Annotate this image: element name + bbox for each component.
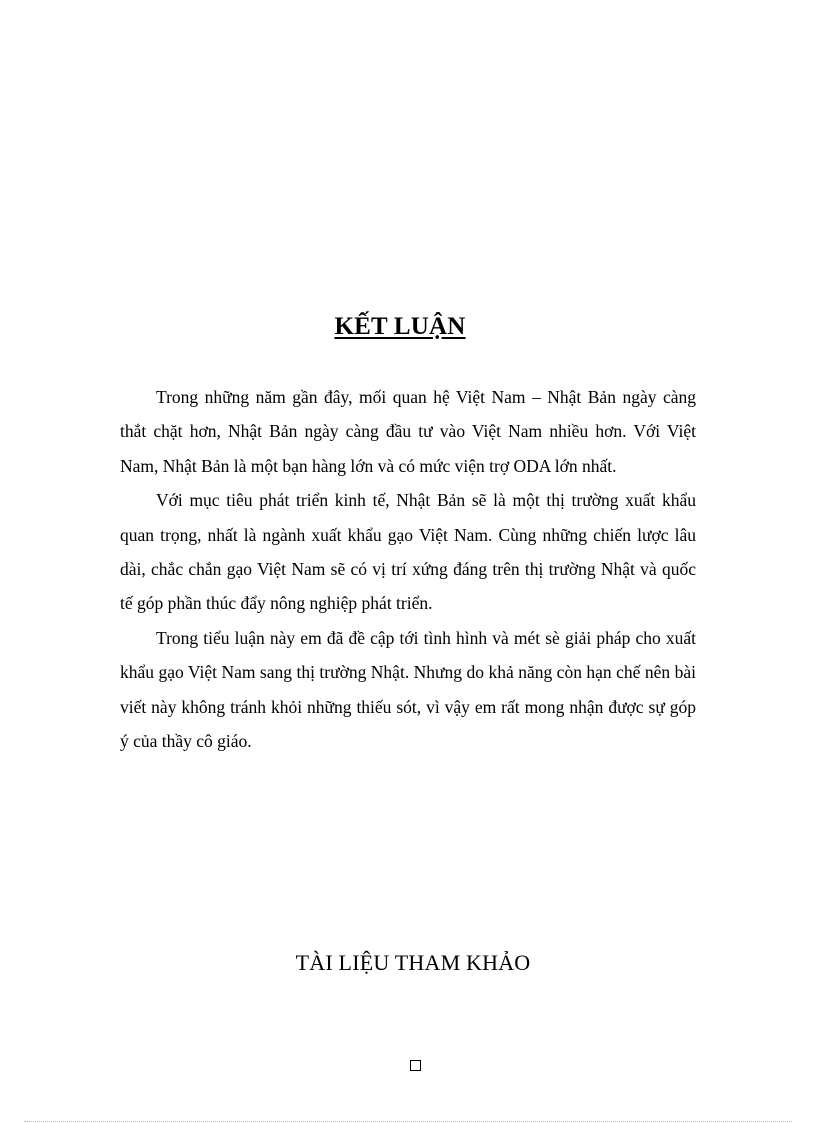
hollow-square-icon [410, 1060, 421, 1071]
references-heading: TÀI LIỆU THAM KHẢO [295, 950, 531, 975]
page-title: KẾT LUẬN [334, 313, 466, 340]
paragraph-1: Trong những năm gần đây, mối quan hệ Việt Nam – Nhật Bản ngày càng thắt chặt hơn, Nhật Bản ngày càng đầu tư vào Việt Nam nhiều hơn. Với Việt Nam, Nhật Bản là một bạn hàng lớn và có mức viện trợ ODA lớn nhất. [120, 387, 696, 476]
paragraph-3: Trong tiểu luận này em đã đề cập tới tình hình và mét sè giải pháp cho xuất khẩu gạo Việt Nam sang thị trường Nhật. Nhưng do khả năng còn hạn chế nên bài viết này không tránh khỏi những thiếu sót, vì vậy em rất mong nhận được sự góp ý của thầy cô giáo. [120, 627, 696, 752]
conclusion-body [120, 380, 696, 758]
paragraph-2: Với mục tiêu phát triển kinh tế, Nhật Bản sẽ là một thị trường xuất khẩu quan trọng, nhất là ngành xuất khẩu gạo Việt Nam. Cùng những chiến lược lâu dài, chắc chắn gạo Việt Nam sẽ có vị trí xứng đáng trên thị trường Nhật và quốc tế góp phần thúc đẩy nông nghiệp phát triển. [120, 490, 696, 614]
page-bottom-divider [24, 1121, 792, 1122]
